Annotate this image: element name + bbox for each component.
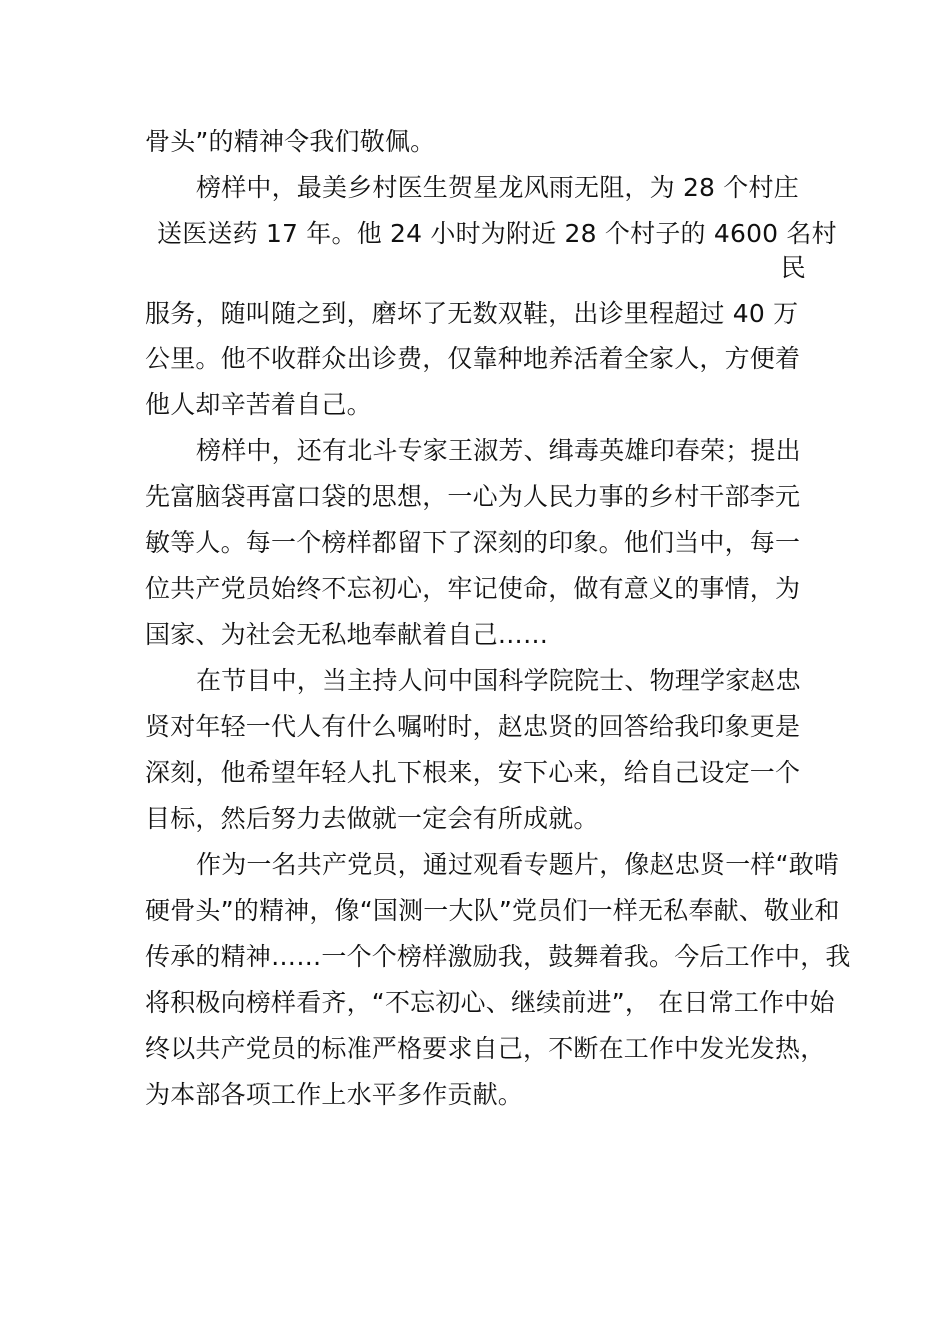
text-line: 深刻，他希望年轻人扎下根来，安下心来，给自己设定一个 <box>145 758 801 787</box>
text-line: 位共产党员始终不忘初心，牢记使命，做有意义的事情，为 <box>145 574 801 603</box>
text-line: 在节目中，当主持人问中国科学院院士、物理学家赵忠 <box>196 666 801 695</box>
text-line: 传承的精神……一个个榜样激励我，鼓舞着我。今后工作中，我 <box>145 942 851 971</box>
text-line: 公里。他不收群众出诊费，仅靠种地养活着全家人，方便着 <box>145 344 801 373</box>
text-line: 终以共产党员的标准严格要求自己，不断在工作中发光发热， <box>145 1034 826 1063</box>
text-line: 硬骨头”的精神，像“国测一大队”党员们一样无私奉献、敬业和 <box>145 896 840 925</box>
text-line: 服务，随叫随之到，磨坏了无数双鞋，出诊里程超过 40 万 <box>145 299 799 328</box>
text-line: 榜样中，还有北斗专家王淑芳、缉毒英雄印春荣；提出 <box>196 436 801 465</box>
text-line: 贤对年轻一代人有什么嘱咐时，赵忠贤的回答给我印象更是 <box>145 712 801 741</box>
text-line: 作为一名共产党员，通过观看专题片，像赵忠贤一样“敢啃 <box>196 850 840 879</box>
text-line: 目标，然后努力去做就一定会有所成就。 <box>145 804 599 833</box>
text-line: 为本部各项工作上水平多作贡献。 <box>145 1080 524 1109</box>
text-line: 敏等人。每一个榜样都留下了深刻的印象。他们当中，每一 <box>145 528 801 557</box>
text-line: 骨头”的精神令我们敬佩。 <box>145 127 436 156</box>
text-line: 他人却辛苦着自己。 <box>145 390 372 419</box>
text-line: 送医送药 17 年。他 24 小时为附近 28 个村子的 4600 名村 <box>157 219 837 248</box>
text-line: 榜样中，最美乡村医生贺星龙风雨无阻，为 28 个村庄 <box>196 173 799 202</box>
text-line: 先富脑袋再富口袋的思想，一心为人民力事的乡村干部李元 <box>145 482 801 511</box>
text-line: 将积极向榜样看齐，“不忘初心、继续前进”， 在日常工作中始 <box>145 988 835 1017</box>
text-line: 国家、为社会无私地奉献着自己…… <box>145 620 549 649</box>
text-line: 民 <box>780 253 806 282</box>
